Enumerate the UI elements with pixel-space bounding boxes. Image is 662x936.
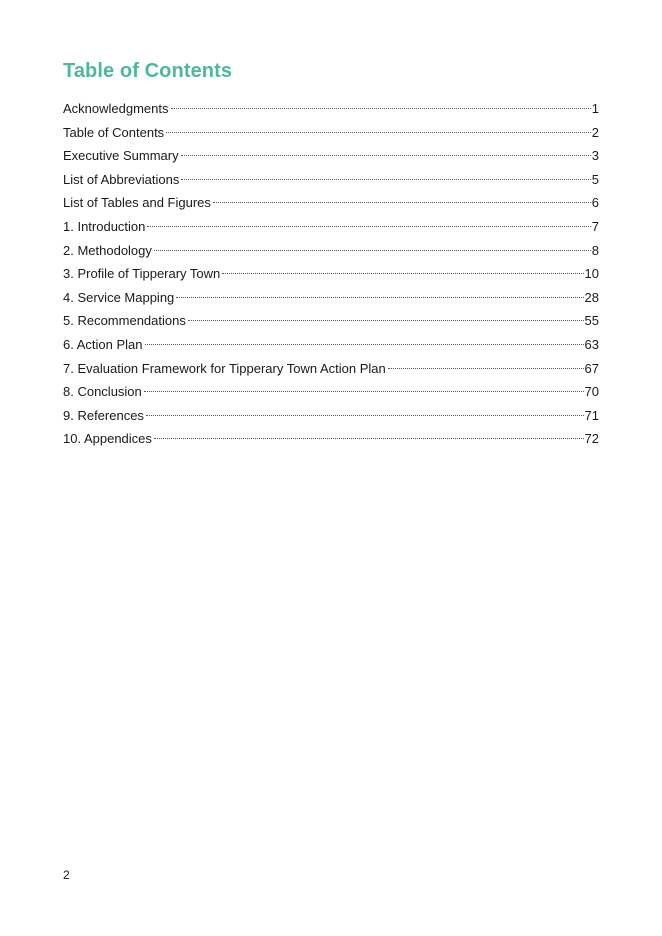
toc-entry-label: 7. Evaluation Framework for Tipperary Town Action Plan (63, 360, 386, 376)
toc-entry-acknowledgments[interactable] (63, 97, 599, 121)
toc-entry-page: 8 (591, 242, 599, 258)
toc-entry-executive-summary[interactable] (63, 144, 599, 168)
toc-entry-methodology[interactable] (63, 239, 599, 263)
toc-entry-introduction[interactable] (63, 215, 599, 239)
toc-entry-label: 10. Appendices (63, 431, 152, 447)
toc-entry-page: 70 (584, 384, 599, 400)
toc-entry-page: 55 (584, 313, 599, 329)
toc-entry-action-plan[interactable] (63, 333, 599, 357)
toc-entry-appendices[interactable] (63, 427, 599, 451)
toc-entry-references[interactable] (63, 404, 599, 428)
toc-dot-leader (144, 391, 584, 392)
toc-dot-leader (166, 132, 591, 133)
toc-dot-leader (222, 273, 583, 274)
toc-entry-table-of-contents[interactable] (63, 121, 599, 145)
toc-entry-page: 67 (584, 360, 599, 376)
toc-entry-conclusion[interactable] (63, 380, 599, 404)
toc-dot-leader (145, 344, 584, 345)
toc-dot-leader (181, 179, 590, 180)
toc-dot-leader (176, 297, 583, 298)
toc-entry-page: 72 (584, 431, 599, 447)
toc-entry-label: Acknowledgments (63, 101, 169, 116)
toc-entry-label: List of Tables and Figures (63, 195, 211, 211)
toc-dot-leader (171, 108, 591, 109)
toc-list (63, 97, 599, 451)
toc-entry-page: 2 (591, 124, 599, 140)
toc-dot-leader (154, 438, 584, 439)
toc-dot-leader (181, 155, 591, 156)
toc-entry-label: 8. Conclusion (63, 384, 142, 400)
toc-entry-label: 6. Action Plan (63, 336, 143, 352)
toc-heading: Table of Contents (63, 60, 233, 82)
toc-entry-list-of-tables-and-figures[interactable] (63, 191, 599, 215)
toc-entry-label: Table of Contents (63, 124, 165, 140)
toc-entry-label: 5. Recommendations (63, 313, 186, 329)
toc-entry-evaluation-framework[interactable] (63, 357, 599, 381)
toc-entry-page: 1 (591, 101, 599, 116)
toc-entry-page: 7 (591, 218, 599, 234)
toc-entry-page: 71 (584, 407, 599, 423)
toc-entry-label: 4. Service Mapping (63, 289, 175, 305)
toc-entry-label: 9. References (63, 407, 144, 423)
toc-entry-label: List of Abbreviations (63, 171, 180, 187)
toc-entry-service-mapping[interactable] (63, 286, 599, 310)
toc-dot-leader (146, 415, 584, 416)
toc-dot-leader (188, 320, 584, 321)
toc-entry-label: 2. Methodology (63, 242, 152, 258)
toc-entry-page: 28 (584, 289, 599, 305)
toc-entry-list-of-abbreviations[interactable] (63, 168, 599, 192)
toc-entry-page: 10 (584, 266, 599, 282)
toc-dot-leader (147, 226, 590, 227)
toc-entry-profile-of-tipperary-town[interactable] (63, 262, 599, 286)
toc-entry-page: 5 (591, 171, 599, 187)
toc-entry-page: 63 (584, 336, 599, 352)
toc-dot-leader (154, 250, 591, 251)
toc-dot-leader (213, 202, 591, 203)
toc-entry-label: 1. Introduction (63, 218, 146, 234)
toc-entry-label: 3. Profile of Tipperary Town (63, 266, 221, 282)
toc-entry-label: Executive Summary (63, 148, 179, 164)
toc-dot-leader (388, 368, 584, 369)
toc-entry-recommendations[interactable] (63, 309, 599, 333)
toc-entry-page: 3 (591, 148, 599, 164)
footer-page-number: 2 (63, 868, 70, 882)
toc-entry-page: 6 (591, 195, 599, 211)
